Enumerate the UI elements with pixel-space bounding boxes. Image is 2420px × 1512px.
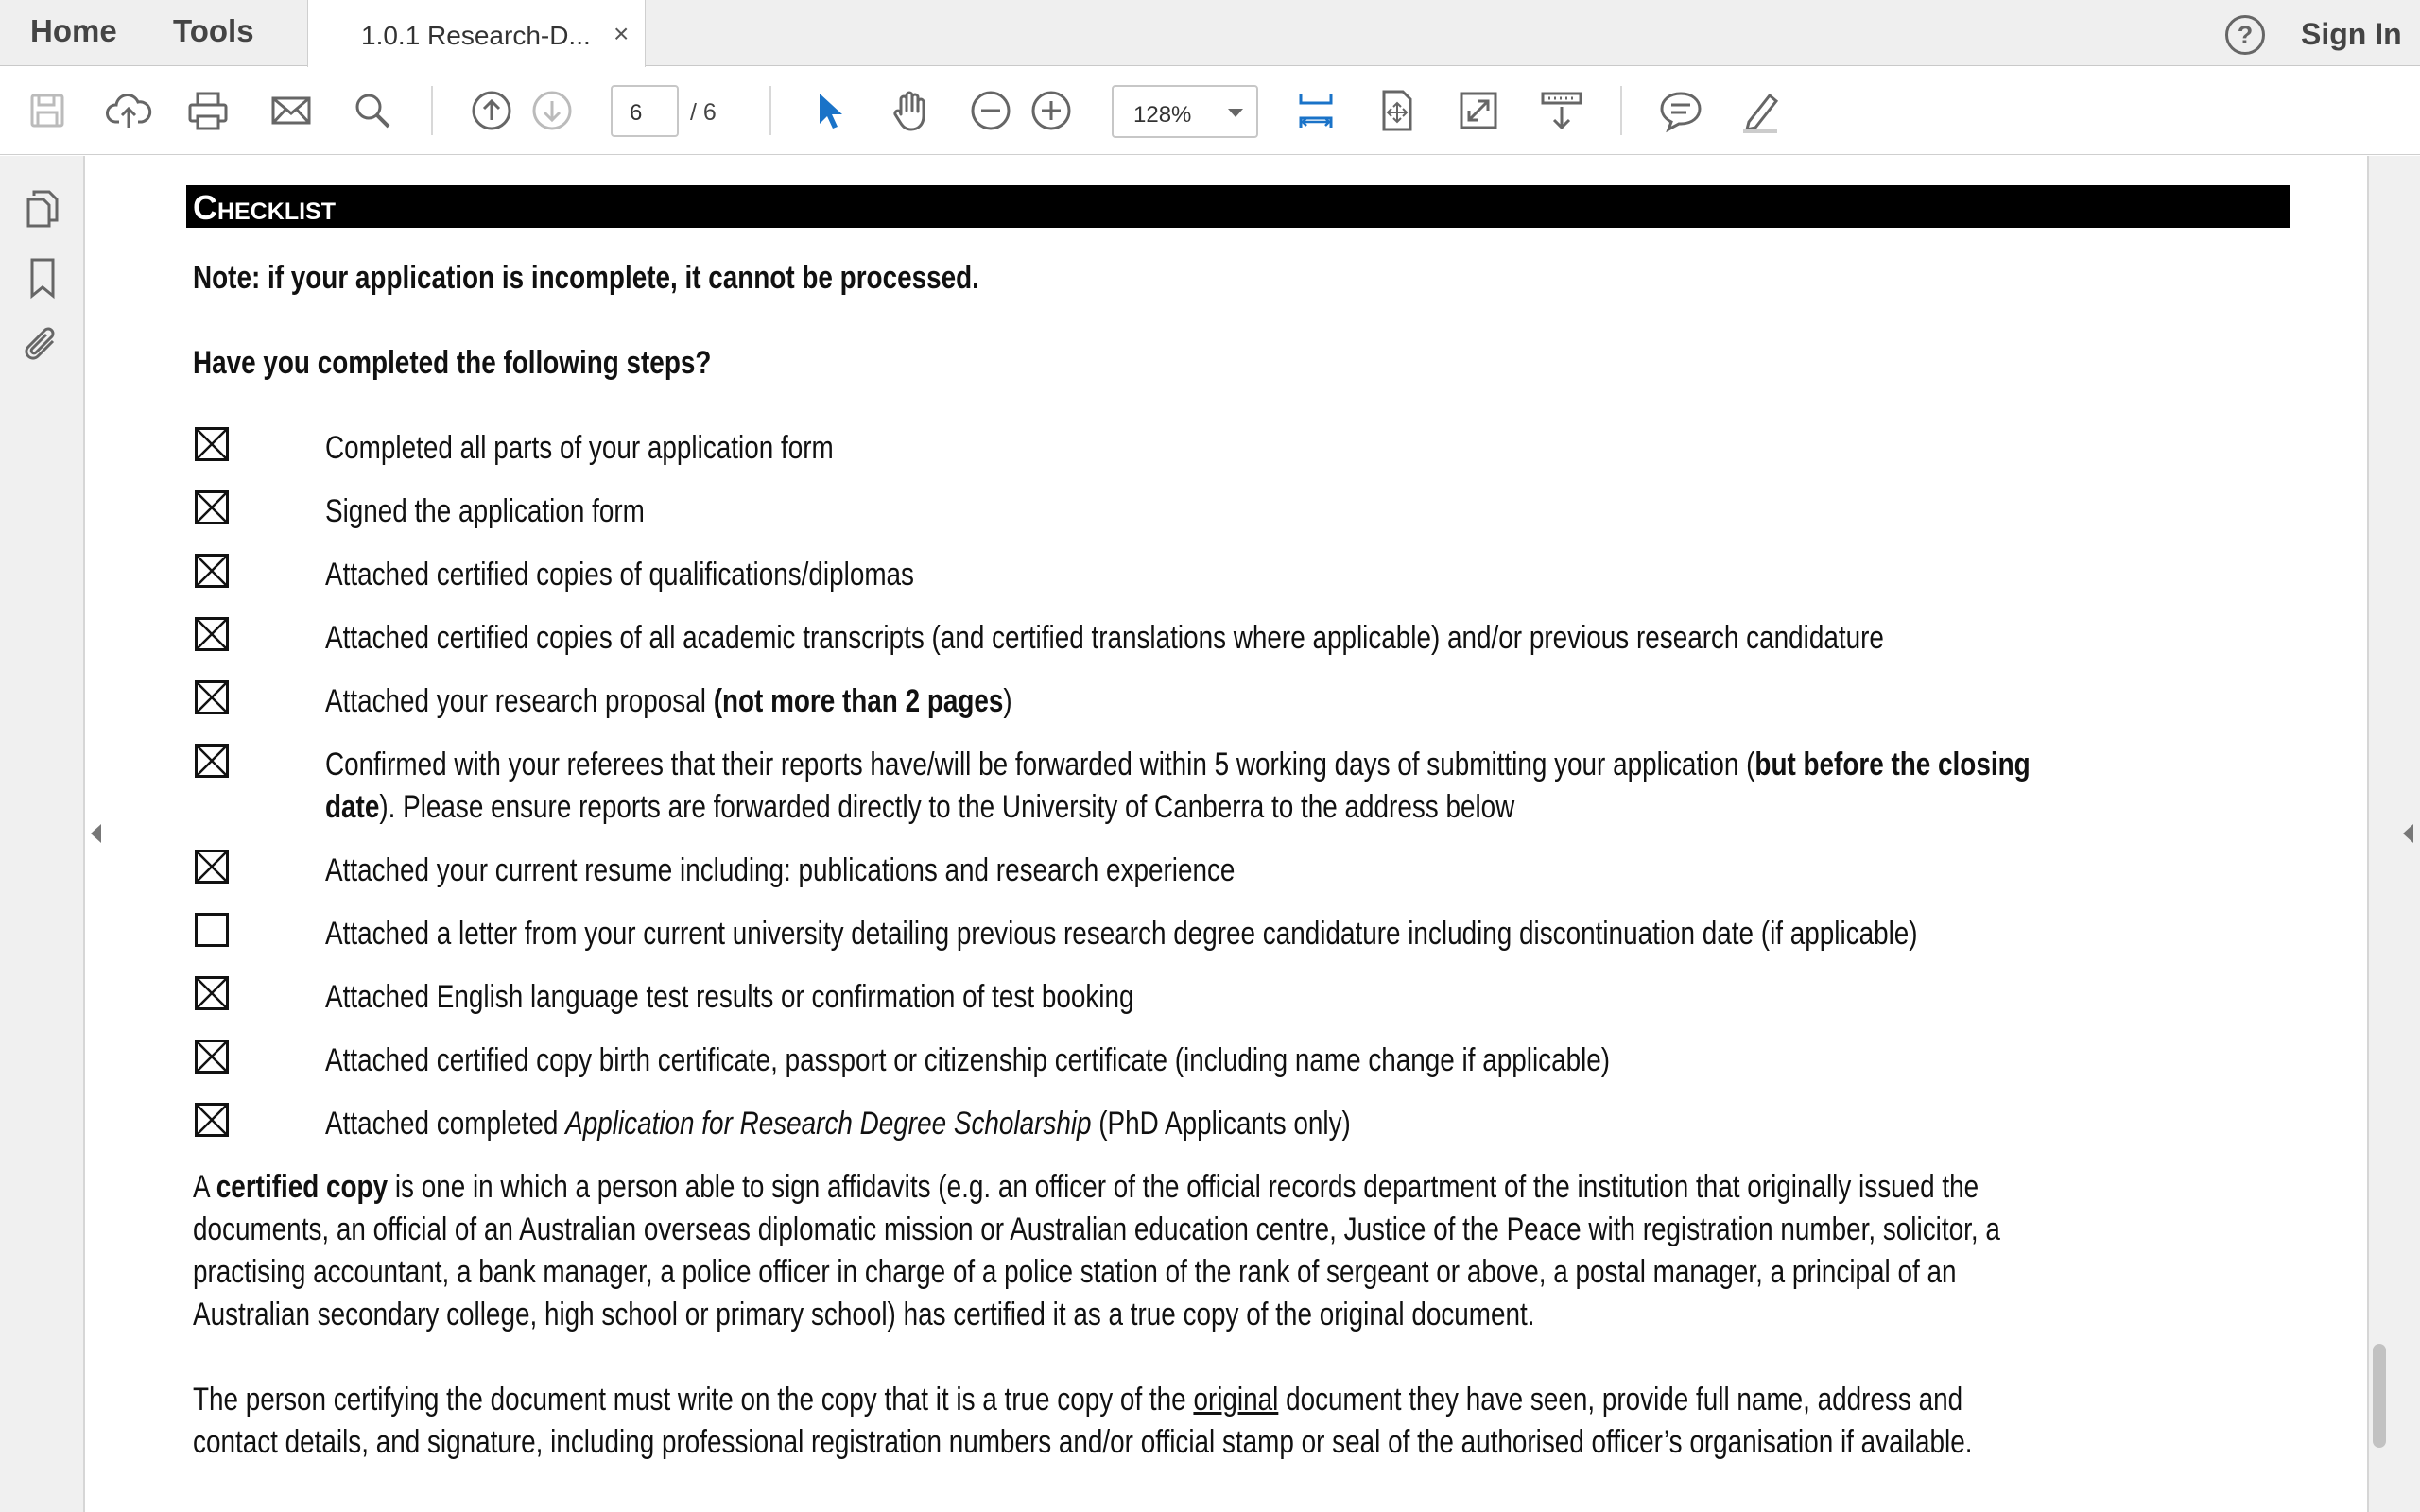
checkbox[interactable]: [195, 427, 229, 461]
hand-tool-icon[interactable]: [887, 86, 936, 135]
zoom-out-icon[interactable]: [966, 86, 1015, 135]
chevron-down-icon: [1228, 109, 1243, 117]
attachment-icon[interactable]: [21, 322, 64, 366]
menu-tools[interactable]: Tools: [173, 13, 254, 48]
item-text-part: Attached your research proposal: [325, 683, 714, 719]
comment-icon[interactable]: [1656, 86, 1705, 135]
para-text: A: [193, 1169, 216, 1205]
document-tab-title: 1.0.1 Research-D...: [361, 21, 591, 50]
question-text: Have you completed the following steps?: [193, 345, 712, 381]
checklist-item: Attached a letter from your current university detailing previous research degree candidature including discontinuation date (if applicable): [325, 916, 1918, 952]
sign-in-button[interactable]: Sign In: [2301, 17, 2402, 51]
certified-copy-paragraph: [193, 1166, 2000, 1336]
para-text: contact details, and signature, including professional registration numbers and/or official stamp or seal of the authorised officer’s organisation if available.: [193, 1424, 1973, 1460]
checkbox[interactable]: [195, 913, 229, 947]
checklist-item: Completed all parts of your application form: [325, 430, 834, 466]
page-up-icon[interactable]: [467, 86, 516, 135]
page-number-input[interactable]: 6: [611, 85, 679, 137]
checkbox[interactable]: [195, 554, 229, 588]
checkbox[interactable]: [195, 744, 229, 778]
toolbar-separator: [1620, 86, 1622, 135]
zoom-value: 128%: [1133, 102, 1192, 128]
checkbox[interactable]: [195, 490, 229, 524]
page-total: / 6: [690, 99, 717, 126]
checklist-heading-bar: [186, 185, 2290, 228]
full-screen-icon[interactable]: [1454, 86, 1503, 135]
page-down-icon[interactable]: [527, 86, 577, 135]
para-text: Australian secondary college, high school or primary school) has certified it as a true copy of the original document.: [193, 1297, 1535, 1332]
checkbox[interactable]: [195, 1040, 229, 1074]
collapse-left-pane-icon[interactable]: [91, 824, 101, 843]
item-text-italic: Application for Research Degree Scholarship: [565, 1106, 1092, 1142]
fit-page-icon[interactable]: [1373, 86, 1422, 135]
zoom-in-icon[interactable]: [1027, 86, 1076, 135]
menu-bar: [0, 0, 2420, 66]
toolbar-separator: [769, 86, 771, 135]
checklist-item: Attached your current resume including: publications and research experience: [325, 852, 1236, 888]
checklist-item: Attached certified copies of all academic transcripts (and certified translations where applicable) and/or previous research candidature: [325, 620, 1884, 656]
para-text: practising accountant, a bank manager, a police officer in charge of a police station of the rank of sergeant or above, a postal manager, a principal of an: [193, 1254, 1957, 1290]
checkbox[interactable]: [195, 1103, 229, 1137]
highlight-pen-icon[interactable]: [1736, 86, 1785, 135]
document-page: [106, 156, 2356, 1512]
bookmark-icon[interactable]: [21, 256, 64, 300]
help-icon[interactable]: ?: [2225, 15, 2265, 55]
search-icon[interactable]: [348, 86, 397, 135]
toolbar-separator: [431, 86, 433, 135]
para-text-bold: certified copy: [216, 1169, 389, 1205]
document-tab[interactable]: [307, 0, 646, 68]
checkbox[interactable]: [195, 976, 229, 1010]
navigation-pane: [0, 156, 85, 1512]
checklist-item: Attached certified copies of qualifications/diplomas: [325, 557, 915, 593]
item-text-part: Confirmed with your referees that their reports have/will be forwarded within 5 working days of submitting your application (: [325, 747, 1755, 782]
checkbox[interactable]: [195, 680, 229, 714]
item-text-bold: (not more than 2 pages: [713, 683, 1004, 719]
certifying-person-paragraph: [193, 1379, 1972, 1464]
menu-home[interactable]: Home: [30, 13, 117, 48]
checklist-item: Attached certified copy birth certificate, passport or citizenship certificate (including name change if applicable): [325, 1042, 1611, 1078]
note-text: Note: if your application is incomplete, it cannot be processed.: [193, 260, 979, 296]
checklist-item: Attached English language test results or confirmation of test booking: [325, 979, 1134, 1015]
para-text: documents, an official of an Australian overseas diplomatic mission or Australian education centre, Justice of the Peace with registration number, solicitor, a: [193, 1211, 2000, 1247]
para-text: document they have seen, provide full name, address and: [1278, 1382, 1963, 1418]
checklist-item: [325, 1103, 1351, 1145]
checklist-item: [325, 680, 1012, 723]
checklist-heading: Checklist: [193, 188, 336, 227]
email-icon[interactable]: [267, 86, 316, 135]
item-text-part: (PhD Applicants only): [1091, 1106, 1351, 1142]
select-cursor-icon[interactable]: [805, 86, 855, 135]
expand-right-pane-icon[interactable]: [2403, 824, 2413, 843]
item-text-part: Attached completed: [325, 1106, 566, 1142]
toolbar: [0, 67, 2420, 155]
print-icon[interactable]: [183, 86, 233, 135]
item-text-part: ): [1003, 683, 1012, 719]
scroll-mode-icon[interactable]: [1537, 86, 1586, 135]
zoom-select[interactable]: [1112, 85, 1258, 138]
save-icon[interactable]: [23, 86, 72, 135]
para-text-underlined: original: [1193, 1382, 1279, 1418]
item-text-bold: but before the closing: [1754, 747, 2031, 782]
checklist-item: Signed the application form: [325, 493, 645, 529]
vertical-scrollbar[interactable]: [2373, 1344, 2386, 1448]
para-text: The person certifying the document must write on the copy that it is a true copy of the: [193, 1382, 1194, 1418]
checklist-item: [325, 744, 2031, 829]
item-text-bold: date: [325, 789, 380, 825]
checkbox[interactable]: [195, 617, 229, 651]
close-tab-icon[interactable]: ×: [614, 19, 630, 48]
pages-icon[interactable]: [21, 186, 64, 230]
upload-cloud-icon[interactable]: [104, 86, 153, 135]
para-text: is one in which a person able to sign affidavits (e.g. an officer of the official records department of the institution that originally issued the: [388, 1169, 1979, 1205]
checkbox[interactable]: [195, 850, 229, 884]
item-text-part: ). Please ensure reports are forwarded directly to the University of Canberra to the address below: [379, 789, 1515, 825]
fit-width-icon[interactable]: [1291, 86, 1340, 135]
